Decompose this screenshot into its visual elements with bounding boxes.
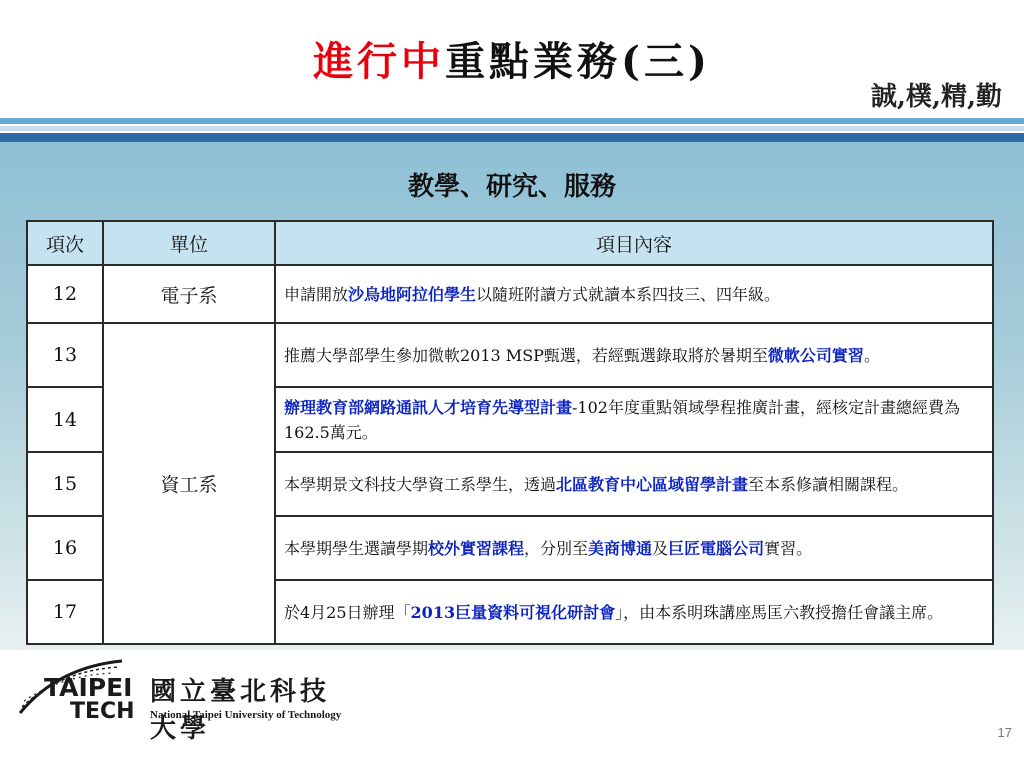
logo-english-name: National Taipei University of Technology xyxy=(150,709,342,721)
header-stripe-light xyxy=(0,118,1024,124)
content-text: 實習。 xyxy=(764,538,813,558)
title-highlight: 進行中 xyxy=(313,38,446,85)
row-content xyxy=(275,265,993,323)
row-number: 14 xyxy=(27,387,103,452)
emphasized-text: 微軟公司實習 xyxy=(767,345,864,365)
table-row xyxy=(27,323,993,387)
row-content xyxy=(275,516,993,580)
header-content: 項目內容 xyxy=(275,221,993,265)
emphasized-text: 巨匠電腦公司 xyxy=(668,538,765,558)
header-stripe-dark xyxy=(0,133,1024,142)
content-text: -102年度重點領域學程推廣計畫，經核定計畫總經費為162.5萬元。 xyxy=(284,397,960,442)
emphasized-text: 2013巨量資料可視化研討會 xyxy=(410,602,616,622)
logo-tech-text: TECH xyxy=(70,699,135,724)
content-text: 以隨班附讀方式就讀本系四技三、四年級。 xyxy=(476,284,781,304)
row-content xyxy=(275,580,993,644)
emphasized-text: 沙烏地阿拉伯學生 xyxy=(348,284,477,304)
row-number: 15 xyxy=(27,452,103,516)
row-content xyxy=(275,452,993,516)
header-item-number: 項次 xyxy=(27,221,103,265)
university-logo xyxy=(14,655,354,744)
tasks-table xyxy=(26,220,994,645)
row-content xyxy=(275,323,993,387)
school-motto: 誠,樸,精,勤 xyxy=(870,82,1002,112)
logo-chinese-name: 國立臺北科技大學 xyxy=(150,677,331,744)
page-number: 17 xyxy=(997,725,1012,740)
header-unit: 單位 xyxy=(103,221,275,265)
header-stripe-pale xyxy=(0,126,1024,131)
content-text: 及 xyxy=(652,538,669,558)
row-number: 12 xyxy=(27,265,103,323)
content-text: 本學期景文科技大學資工系學生，透過 xyxy=(284,474,557,494)
row-number: 13 xyxy=(27,323,103,387)
logo-taipei-text: TAIPEI xyxy=(44,673,133,702)
title-rest: 重點業務(三) xyxy=(445,38,711,85)
row-unit: 電子系 xyxy=(103,265,275,323)
row-content xyxy=(275,387,993,452)
section-subtitle: 教學、研究、服務 xyxy=(407,172,616,202)
table-row xyxy=(27,265,993,323)
emphasized-text: 北區教育中心區域留學計畫 xyxy=(556,474,749,494)
content-text: 推薦大學部學生參加微軟2013 MSP甄選，若經甄選錄取將於暑期至 xyxy=(284,345,768,365)
content-text: ，分別至 xyxy=(524,538,589,558)
content-text: 至本系修讀相關課程。 xyxy=(748,474,909,494)
emphasized-text: 辦理教育部網路通訊人才培育先導型計畫 xyxy=(284,397,573,417)
row-number: 16 xyxy=(27,516,103,580)
content-text: 。 xyxy=(863,345,880,365)
emphasized-text: 校外實習課程 xyxy=(428,538,525,558)
table-header-row xyxy=(27,221,993,265)
emphasized-text: 美商博通 xyxy=(588,538,653,558)
content-text: 申請開放 xyxy=(284,284,349,304)
content-text: 」，由本系明珠講座馬匡六教授擔任會議主席。 xyxy=(615,602,944,622)
content-text: 本學期學生選讀學期 xyxy=(284,538,429,558)
row-number: 17 xyxy=(27,580,103,644)
content-text: 於4月25日辦理「 xyxy=(284,602,411,622)
row-unit: 資工系 xyxy=(103,323,275,644)
